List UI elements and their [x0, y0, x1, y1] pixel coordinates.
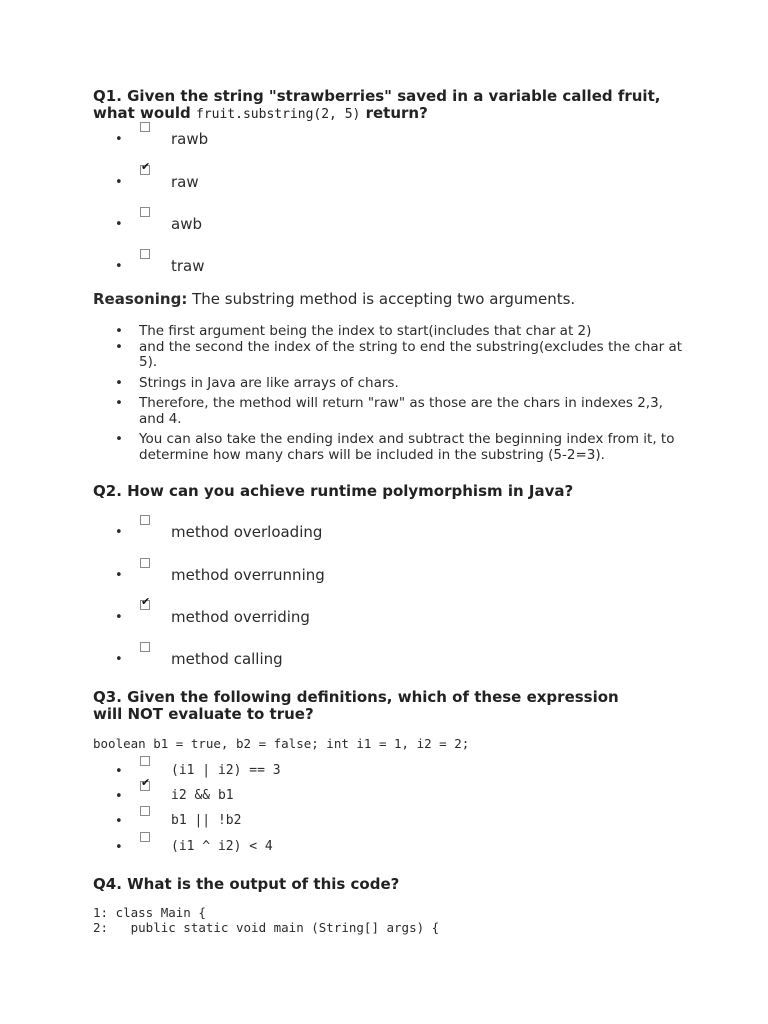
checkbox[interactable] [140, 642, 150, 652]
checkmark-icon: ✔ [141, 160, 151, 173]
checkmark-icon: ✔ [141, 776, 151, 789]
code-line: 2: public static void main (String[] args) { [93, 920, 440, 935]
checkbox-checked[interactable] [140, 160, 151, 175]
checkbox[interactable] [140, 207, 150, 217]
checkbox[interactable] [140, 756, 150, 766]
checkbox[interactable] [140, 806, 150, 816]
checkbox[interactable] [140, 249, 150, 259]
q3-definition-code: boolean b1 = true, b2 = false; int i1 = 1, i2 = 2; [93, 736, 470, 751]
reasoning-paragraph: Reasoning: The substring method is accepting two arguments. [93, 290, 576, 308]
question-4-title: Q4. What is the output of this code? [93, 875, 400, 893]
list-item: • Therefore, the method will return "raw" as those are the chars in indexes 2,3, and 4. [115, 395, 663, 427]
checkbox-checked[interactable] [140, 595, 151, 610]
checkbox[interactable] [140, 515, 150, 525]
question-1-title: Q1. Given the string "strawberries" saved in a variable called fruit, what would fruit.substring(2, 5) return? [93, 87, 661, 122]
checkbox[interactable] [140, 558, 150, 568]
checkbox[interactable] [140, 122, 150, 132]
checkmark-icon: ✔ [141, 595, 151, 608]
list-item: • and the second the index of the string to end the substring(excludes the char at 5). [115, 338, 683, 370]
question-2-title: Q2. How can you achieve runtime polymorphism in Java? [93, 482, 574, 500]
checkbox-checked[interactable] [140, 776, 151, 791]
list-item: • The first argument being the index to start(includes that char at 2) [115, 323, 592, 339]
question-3-title: Q3. Given the following definitions, which of these expression will NOT evaluate to true? [93, 688, 619, 723]
reasoning-list [93, 324, 683, 468]
list-item: • You can also take the ending index and subtract the beginning index from it, to determine how many chars will be included in the substring (5-2=3). [115, 431, 675, 463]
list-item: • Strings in Java are like arrays of chars. [115, 374, 399, 391]
code-line: 1: class Main { [93, 905, 206, 920]
checkbox[interactable] [140, 832, 150, 842]
